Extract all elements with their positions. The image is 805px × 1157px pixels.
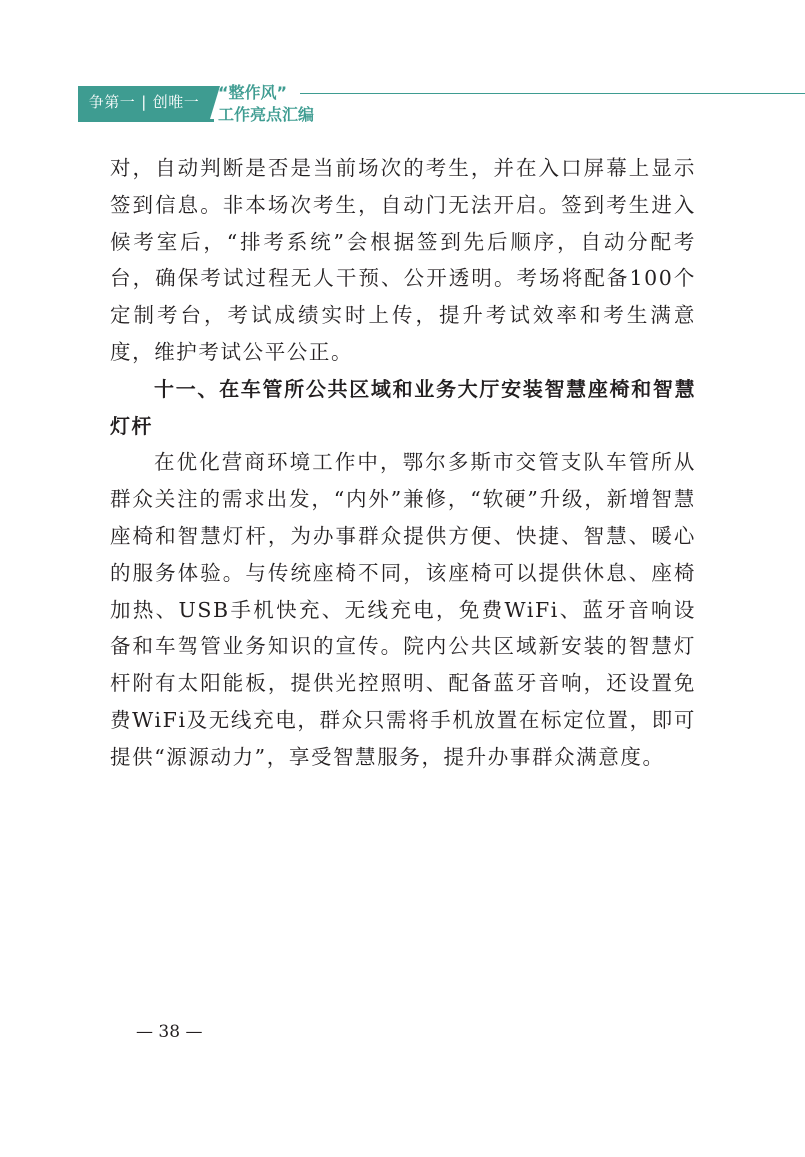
header-tab-left: 争第一 — [88, 93, 136, 111]
paragraph-section: 在优化营商环境工作中，鄂尔多斯市交管支队车管所从群众关注的需求出发，“内外”兼修，“软硬”升级，新增智慧座椅和智慧灯杆，为办事群众提供方便、快捷、智慧、暖心的服务体验。与传统座椅不同，该座椅可以提供休息、座椅加热、USB手机快充、无线充电，免费WiFi、蓝牙音响设备和车驾管业务知识的宣传。院内公共区域新安装的智慧灯杆附有太阳能板，提供光控照明、配备蓝牙音响，还设置免费WiFi及无线充电，群众只需将手机放置在标定位置，即可提供“源源动力”，享受智慧服务，提升办事群众满意度。 — [110, 450, 696, 769]
header-section-tab — [78, 86, 210, 119]
section-heading: 十一、在车管所公共区域和业务大厅安装智慧座椅和智慧灯杆 — [110, 376, 696, 438]
header-title-line1: “整作风” — [218, 83, 288, 102]
header-rule — [300, 93, 805, 94]
page-number: — 38 — — [136, 1022, 203, 1042]
header-title-line2: 工作亮点汇编 — [218, 105, 315, 124]
paragraph-continued: 对，自动判断是否是当前场次的考生，并在入口屏幕上显示签到信息。非本场次考生，自动门无法开启。签到考生进入候考室后，“排考系统”会根据签到先后顺序，自动分配考台，确保考试过程无人干预、公开透明。考场将配备100个定制考台，考试成绩实时上传，提升考试效率和考生满意度，维护考试公平公正。 — [110, 156, 696, 364]
page-body — [110, 150, 696, 776]
header-tab-underline — [78, 119, 214, 122]
header-tab-right: 创唯一 — [152, 93, 200, 111]
header-tab-separator: | — [141, 93, 147, 111]
